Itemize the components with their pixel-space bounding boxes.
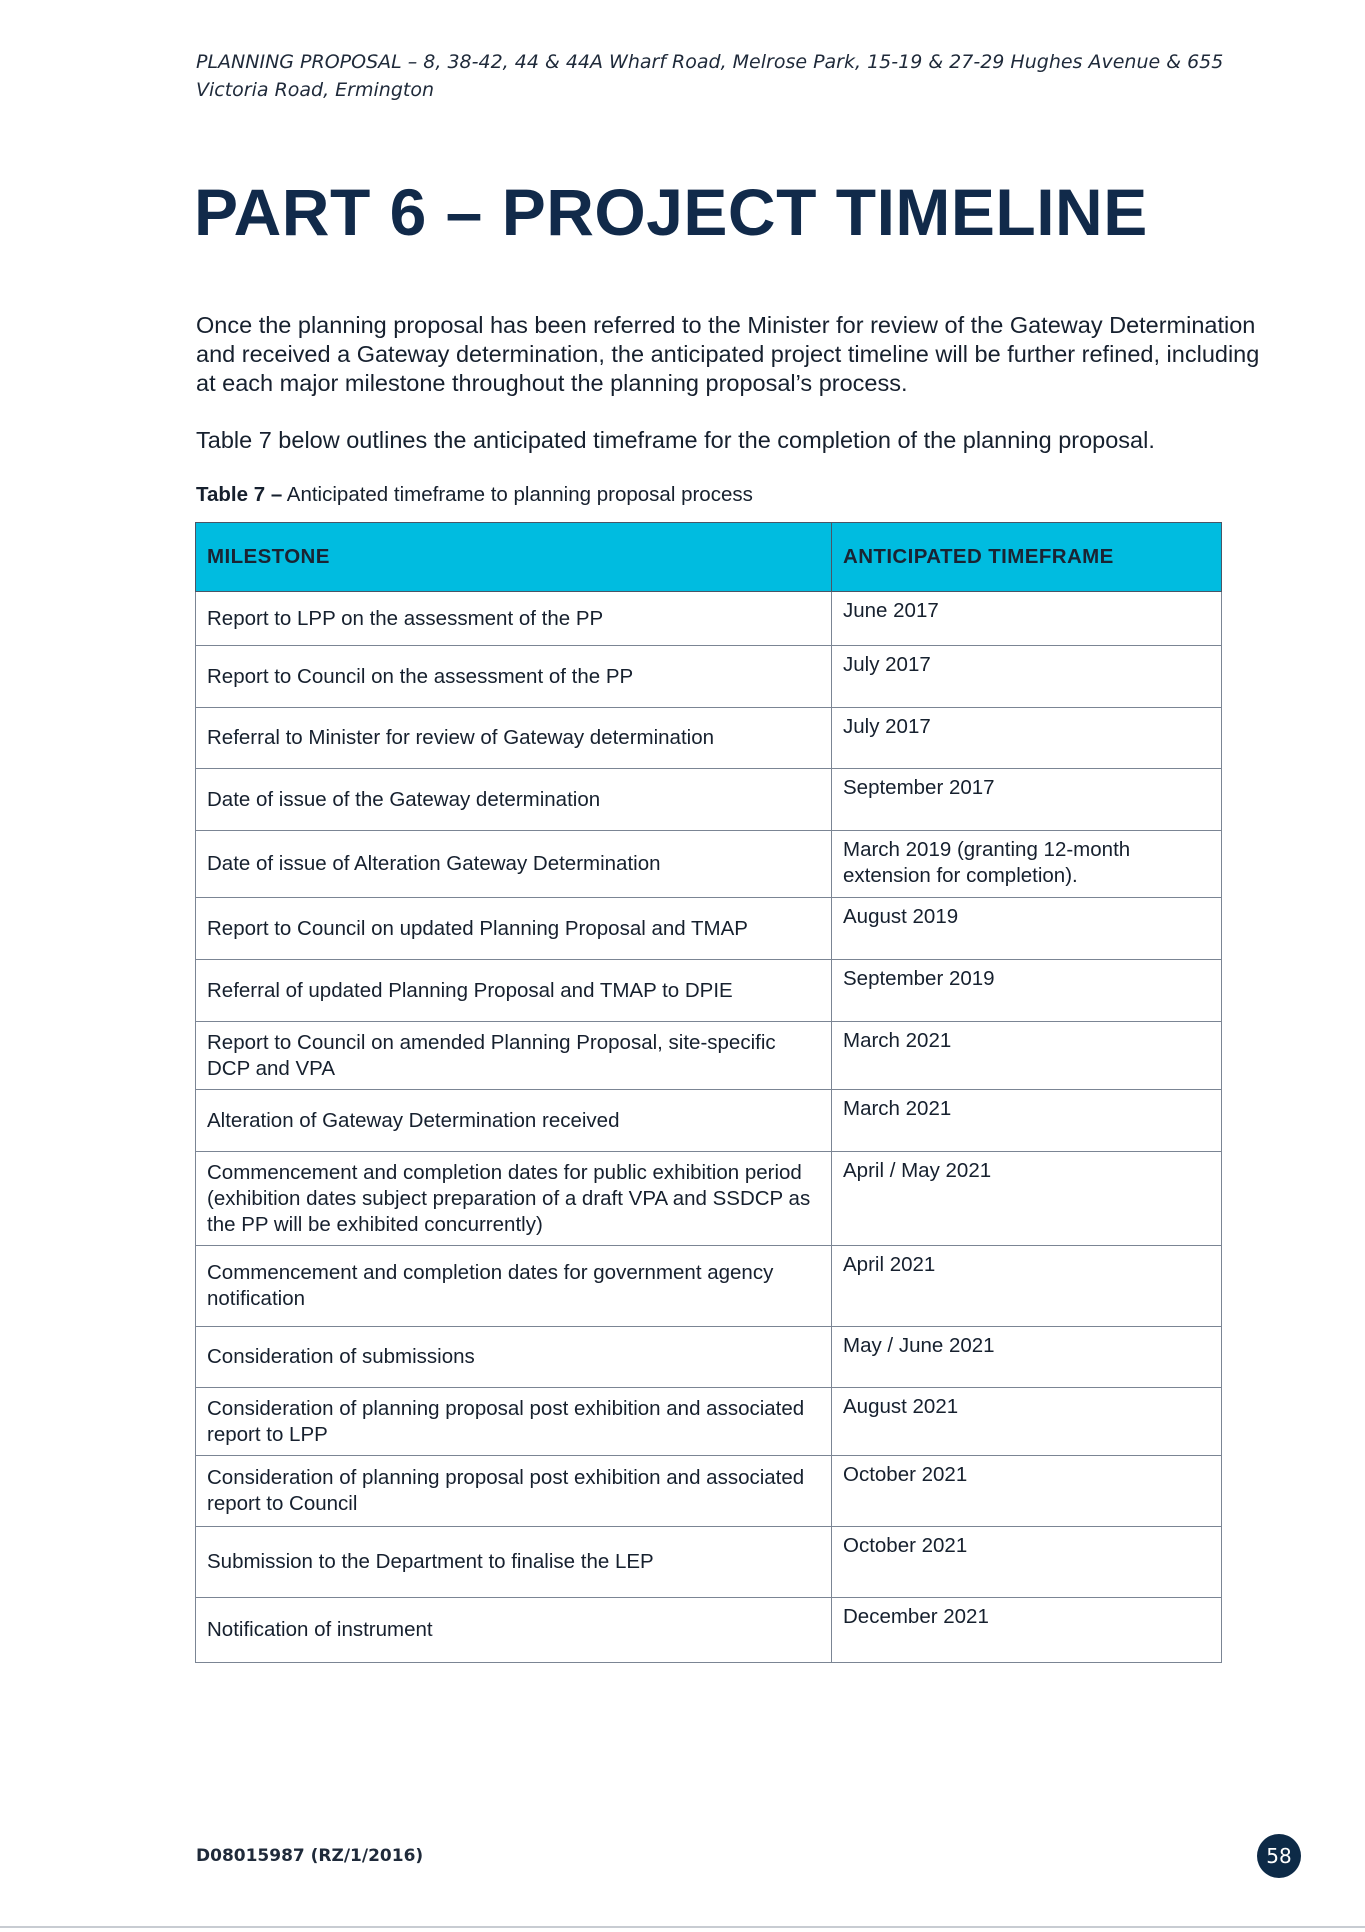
milestone-cell: Consideration of submissions: [196, 1327, 832, 1388]
table-row: [196, 1327, 1222, 1388]
timeframe-cell: March 2021: [832, 1022, 1222, 1090]
timeframe-cell: August 2019: [832, 898, 1222, 960]
timeframe-cell: August 2021: [832, 1388, 1222, 1456]
timeframe-cell: July 2017: [832, 708, 1222, 769]
page-number-badge: 58: [1257, 1834, 1301, 1878]
timeframe-cell: September 2019: [832, 960, 1222, 1022]
milestone-cell: Date of issue of Alteration Gateway Determination: [196, 831, 832, 898]
timeframe-cell: April 2021: [832, 1246, 1222, 1327]
milestone-cell: Referral to Minister for review of Gateway determination: [196, 708, 832, 769]
page-header: PLANNING PROPOSAL – 8, 38-42, 44 & 44A Wharf Road, Melrose Park, 15-19 & 27-29 Hughes Avenue & 655 Victoria Road, Ermington: [196, 51, 1224, 101]
milestone-cell: Report to LPP on the assessment of the PP: [196, 592, 832, 646]
timeframe-cell: October 2021: [832, 1527, 1222, 1598]
table-row: [196, 1388, 1222, 1456]
milestone-column-header: MILESTONE: [196, 523, 832, 592]
milestone-cell: Report to Council on the assessment of the PP: [196, 646, 832, 708]
milestone-cell: Notification of instrument: [196, 1598, 832, 1663]
milestone-cell: Date of issue of the Gateway determination: [196, 769, 832, 831]
table-row: [196, 1598, 1222, 1663]
table-caption-text: Anticipated timeframe to planning proposal process: [282, 483, 753, 506]
timeframe-cell: April / May 2021: [832, 1152, 1222, 1246]
milestone-cell: Report to Council on updated Planning Proposal and TMAP: [196, 898, 832, 960]
milestone-cell: Consideration of planning proposal post exhibition and associated report to LPP: [196, 1388, 832, 1456]
table-row: [196, 1022, 1222, 1090]
table-row: [196, 1246, 1222, 1327]
table-row: [196, 831, 1222, 898]
table-row: [196, 708, 1222, 769]
table-row: [196, 1456, 1222, 1527]
table-reference-paragraph: Table 7 below outlines the anticipated timeframe for the completion of the planning proposal.: [196, 427, 1155, 453]
document-reference: D08015987 (RZ/1/2016): [196, 1846, 424, 1866]
table-row: [196, 646, 1222, 708]
milestone-cell: Alteration of Gateway Determination received: [196, 1090, 832, 1152]
timeframe-cell: March 2019 (granting 12-month extension for completion).: [832, 831, 1222, 898]
page-bottom-divider: [0, 1926, 1365, 1928]
milestone-cell: Submission to the Department to finalise the LEP: [196, 1527, 832, 1598]
timeframe-cell: June 2017: [832, 592, 1222, 646]
timeframe-cell: March 2021: [832, 1090, 1222, 1152]
table-header-row: [196, 523, 1222, 592]
milestone-cell: Commencement and completion dates for government agency notification: [196, 1246, 832, 1327]
table-row: [196, 960, 1222, 1022]
table-caption-label: Table 7 –: [196, 483, 283, 506]
milestone-cell: Consideration of planning proposal post exhibition and associated report to Council: [196, 1456, 832, 1527]
timeframe-cell: December 2021: [832, 1598, 1222, 1663]
table-caption: [196, 482, 753, 508]
timeline-table: [195, 522, 1222, 1663]
table-row: [196, 769, 1222, 831]
intro-paragraph: Once the planning proposal has been referred to the Minister for review of the Gateway Determination and received a Gateway determination, the anticipated project timeline will be further refined, including at each major milestone throughout the planning proposal’s process.: [196, 312, 1260, 396]
table-row: [196, 1527, 1222, 1598]
table-row: [196, 1090, 1222, 1152]
milestone-cell: Referral of updated Planning Proposal and TMAP to DPIE: [196, 960, 832, 1022]
table-row: [196, 1152, 1222, 1246]
milestone-cell: Commencement and completion dates for public exhibition period (exhibition dates subject preparation of a draft VPA and SSDCP as the PP will be exhibited concurrently): [196, 1152, 832, 1246]
timeframe-cell: July 2017: [832, 646, 1222, 708]
table-row: [196, 592, 1222, 646]
table-row: [196, 898, 1222, 960]
timeframe-column-header: ANTICIPATED TIMEFRAME: [832, 523, 1222, 592]
page-title: PART 6 – PROJECT TIMELINE: [194, 175, 1148, 249]
milestone-cell: Report to Council on amended Planning Proposal, site-specific DCP and VPA: [196, 1022, 832, 1090]
timeframe-cell: September 2017: [832, 769, 1222, 831]
timeframe-cell: May / June 2021: [832, 1327, 1222, 1388]
timeframe-cell: October 2021: [832, 1456, 1222, 1527]
